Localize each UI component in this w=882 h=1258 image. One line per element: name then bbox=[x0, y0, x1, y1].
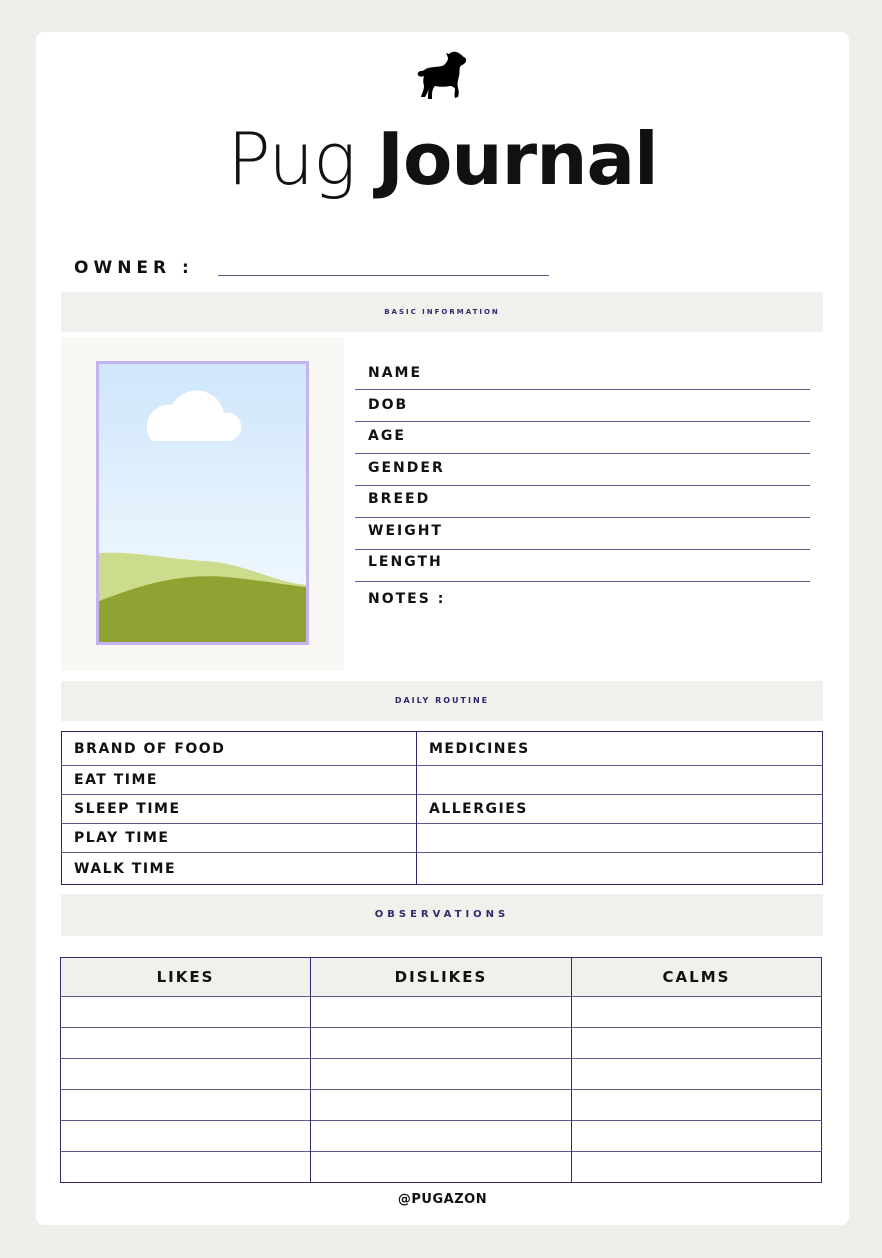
footer-handle: @PUGAZON bbox=[397, 1192, 488, 1207]
table-row bbox=[61, 1090, 822, 1121]
landscape-placeholder-icon[interactable] bbox=[96, 361, 309, 645]
pug-silhouette-icon bbox=[411, 50, 471, 102]
field-gender-label: GENDER bbox=[368, 460, 445, 476]
field-age-label: AGE bbox=[368, 428, 406, 444]
page-title bbox=[36, 114, 849, 204]
table-cell[interactable] bbox=[61, 1059, 311, 1090]
section-observations bbox=[61, 894, 823, 936]
table-cell[interactable] bbox=[572, 1028, 822, 1059]
table-cell[interactable]: MEDICINES bbox=[429, 740, 530, 757]
table-cell[interactable] bbox=[311, 1059, 572, 1090]
table-cell[interactable] bbox=[572, 1059, 822, 1090]
owner-field-line[interactable] bbox=[218, 275, 549, 276]
table-cell[interactable]: ALLERGIES bbox=[417, 795, 823, 824]
table-cell[interactable]: PLAY TIME bbox=[62, 824, 417, 853]
table-row bbox=[61, 1028, 822, 1059]
column-header-dislikes: DISLIKES bbox=[311, 958, 572, 997]
table-cell[interactable] bbox=[572, 1152, 822, 1183]
field-dob-label: DOB bbox=[368, 397, 409, 413]
field-name-line[interactable] bbox=[355, 389, 810, 390]
table-row bbox=[61, 1121, 822, 1152]
table-cell[interactable] bbox=[61, 1090, 311, 1121]
table-cell[interactable] bbox=[572, 1090, 822, 1121]
photo-panel bbox=[61, 337, 344, 671]
field-weight-label: WEIGHT bbox=[368, 523, 443, 539]
table-row bbox=[61, 1059, 822, 1090]
section-title: OBSERVATIONS bbox=[374, 909, 510, 920]
table-cell[interactable] bbox=[311, 1090, 572, 1121]
table-row bbox=[62, 732, 823, 766]
owner-label: OWNER : bbox=[74, 258, 194, 278]
table-cell[interactable] bbox=[572, 1121, 822, 1152]
observations-table bbox=[60, 957, 822, 1183]
table-cell[interactable] bbox=[61, 1121, 311, 1152]
field-length-line[interactable] bbox=[355, 581, 810, 582]
section-daily-routine bbox=[61, 681, 823, 721]
section-title: BASIC INFORMATION bbox=[384, 308, 500, 316]
field-weight-line[interactable] bbox=[355, 549, 810, 550]
title-light: Pug bbox=[227, 117, 356, 201]
table-row bbox=[62, 853, 823, 885]
section-title: DAILY ROUTINE bbox=[394, 696, 490, 705]
table-cell[interactable] bbox=[417, 853, 823, 885]
table-cell[interactable] bbox=[61, 1028, 311, 1059]
table-cell[interactable]: WALK TIME bbox=[62, 853, 417, 885]
field-breed-label: BREED bbox=[368, 491, 431, 507]
field-age-line[interactable] bbox=[355, 453, 810, 454]
field-gender-line[interactable] bbox=[355, 485, 810, 486]
column-header-likes: LIKES bbox=[61, 958, 311, 997]
table-header-row bbox=[61, 958, 822, 997]
table-row bbox=[61, 997, 822, 1028]
field-length-label: LENGTH bbox=[368, 554, 443, 570]
table-cell[interactable] bbox=[61, 997, 311, 1028]
table-row bbox=[62, 795, 823, 824]
table-cell[interactable]: EAT TIME bbox=[62, 766, 417, 795]
table-row bbox=[62, 824, 823, 853]
field-notes-label: NOTES : bbox=[368, 591, 446, 607]
table-cell[interactable] bbox=[572, 997, 822, 1028]
section-basic-information bbox=[61, 292, 823, 332]
table-cell[interactable] bbox=[311, 1121, 572, 1152]
table-row bbox=[62, 766, 823, 795]
table-cell[interactable]: SLEEP TIME bbox=[62, 795, 417, 824]
table-cell[interactable] bbox=[61, 1152, 311, 1183]
table-cell[interactable]: BRAND OF FOOD bbox=[62, 732, 417, 766]
table-cell[interactable] bbox=[417, 824, 823, 853]
journal-page bbox=[36, 32, 849, 1225]
table-cell[interactable] bbox=[417, 766, 823, 795]
field-name-label: NAME bbox=[368, 365, 423, 381]
table-cell[interactable] bbox=[311, 1028, 572, 1059]
table-row bbox=[61, 1152, 822, 1183]
table-cell[interactable] bbox=[311, 1152, 572, 1183]
field-breed-line[interactable] bbox=[355, 517, 810, 518]
daily-routine-table bbox=[61, 731, 823, 885]
title-bold: Journal bbox=[377, 117, 658, 201]
field-dob-line[interactable] bbox=[355, 421, 810, 422]
table-cell[interactable] bbox=[311, 997, 572, 1028]
column-header-calms: CALMS bbox=[572, 958, 822, 997]
